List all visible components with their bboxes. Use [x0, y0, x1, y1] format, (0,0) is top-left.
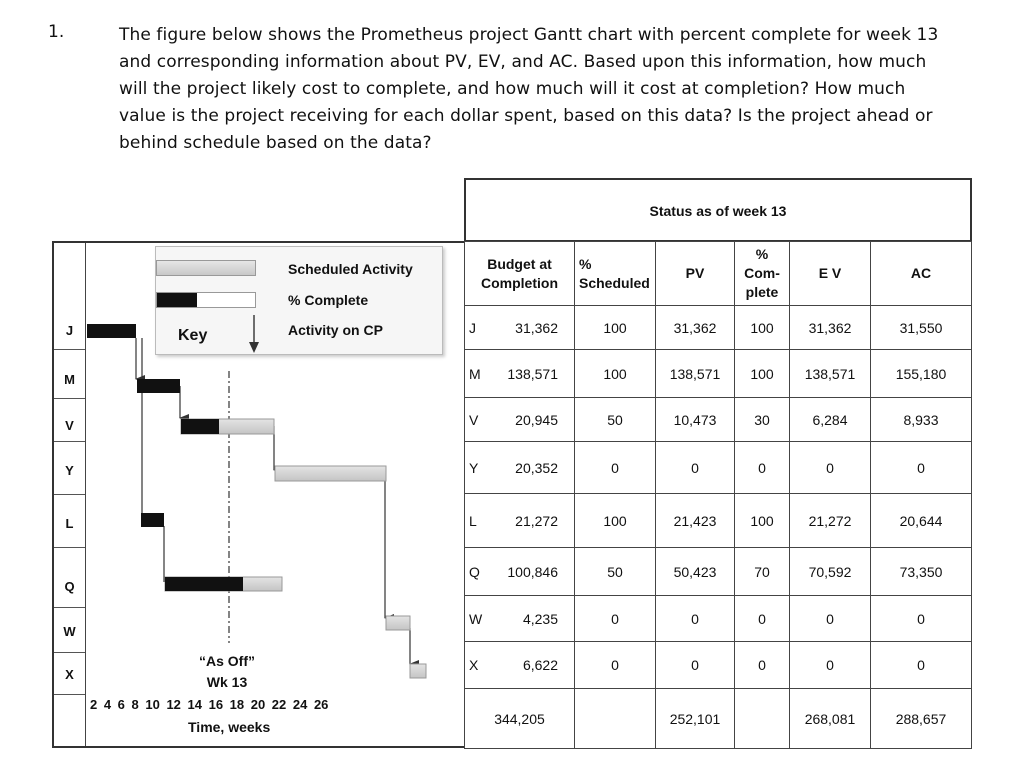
- total-ac: 288,657: [871, 689, 972, 749]
- row-label-y: Y: [65, 463, 74, 478]
- cell-pv: 50,423: [656, 548, 735, 596]
- legend-title: Key: [178, 327, 208, 344]
- row-bac-value: 20,945: [515, 411, 558, 428]
- legend-scheduled-swatch: [156, 260, 256, 276]
- cell-bac: [465, 494, 575, 548]
- header-complete: % Com- plete: [735, 242, 790, 306]
- row-bac-value: 20,352: [515, 459, 558, 476]
- row-bac-value: 100,846: [507, 563, 558, 580]
- question-line: behind schedule based on the data?: [119, 133, 432, 153]
- total-bac: 344,205: [465, 689, 575, 749]
- cell-bac: [465, 350, 575, 398]
- table-row: [465, 642, 972, 689]
- cell-pv: 31,362: [656, 306, 735, 350]
- row-label-w: W: [63, 624, 76, 639]
- header-ev: E V: [790, 242, 871, 306]
- cell-scheduled: 50: [575, 398, 656, 442]
- row-bac-value: 138,571: [507, 365, 558, 382]
- question-line: and corresponding information about PV, EV, and AC. Based upon this information, how much: [119, 52, 927, 72]
- x-axis-ticks: 2 4 6 8 10 12 14 16 18 20 22 24 26: [90, 697, 329, 712]
- cell-ev: 21,272: [790, 494, 871, 548]
- cell-pv: 10,473: [656, 398, 735, 442]
- cell-complete: 30: [735, 398, 790, 442]
- cell-scheduled: 100: [575, 494, 656, 548]
- row-bac-value: 6,622: [522, 657, 558, 673]
- cell-scheduled: 0: [575, 442, 656, 494]
- cell-ac: 20,644: [871, 494, 972, 548]
- cell-complete: 100: [735, 306, 790, 350]
- bar-q-complete: [165, 577, 243, 591]
- bar-w-scheduled: [386, 616, 410, 630]
- row-id: V: [469, 411, 479, 428]
- cell-bac: [465, 596, 575, 642]
- question-line: The figure below shows the Prometheus project Gantt chart with percent complete for week 13: [119, 25, 939, 45]
- x-axis-title: Time, weeks: [188, 719, 271, 735]
- bar-v-complete: [181, 419, 219, 434]
- row-label-q: Q: [64, 579, 75, 594]
- cell-scheduled: 100: [575, 306, 656, 350]
- row-bac-value: 4,235: [522, 610, 558, 627]
- cell-bac: [465, 642, 575, 689]
- legend-complete-label: % Complete: [288, 292, 369, 308]
- cell-ev: 70,592: [790, 548, 871, 596]
- legend-cp-arrow-icon: [248, 315, 260, 355]
- header-scheduled: % Scheduled: [575, 242, 656, 306]
- cell-complete: 0: [735, 442, 790, 494]
- table-row: [465, 350, 972, 398]
- row-id: Q: [469, 563, 480, 580]
- row-id: L: [469, 512, 477, 529]
- legend-cp-label: Activity on CP: [288, 322, 383, 338]
- gantt-chart: [52, 241, 464, 748]
- table-header-row: [465, 242, 972, 306]
- row-id: J: [469, 319, 476, 336]
- row-id: X: [469, 657, 479, 673]
- header-bac: Budget at Completion: [465, 242, 575, 306]
- status-date-line1: “As Off”: [199, 653, 255, 669]
- cell-scheduled: 100: [575, 350, 656, 398]
- question-line: will the project likely cost to complete, and how much will it cost at completion? How much: [119, 79, 906, 99]
- cell-ac: 0: [871, 596, 972, 642]
- status-table: [464, 241, 972, 749]
- total-pv: 252,101: [656, 689, 735, 749]
- row-bac-value: 31,362: [515, 319, 558, 336]
- status-date-line2: Wk 13: [206, 674, 248, 690]
- table-row: [465, 494, 972, 548]
- row-id: W: [469, 610, 483, 627]
- cell-bac: [465, 548, 575, 596]
- status-date-label: [187, 651, 267, 693]
- cell-ev: 0: [790, 442, 871, 494]
- row-id: Y: [469, 459, 479, 476]
- cell-complete: 0: [735, 596, 790, 642]
- legend-scheduled-label: Scheduled Activity: [288, 261, 413, 277]
- cell-scheduled: 50: [575, 548, 656, 596]
- cell-ac: 8,933: [871, 398, 972, 442]
- cell-ev: 0: [790, 596, 871, 642]
- cell-ev: 138,571: [790, 350, 871, 398]
- cell-ac: 155,180: [871, 350, 972, 398]
- cell-ev: 31,362: [790, 306, 871, 350]
- bar-j-complete: [87, 324, 136, 338]
- table-row: [465, 398, 972, 442]
- cell-pv: 21,423: [656, 494, 735, 548]
- row-label-m: M: [64, 372, 75, 387]
- cell-complete: 70: [735, 548, 790, 596]
- cell-complete: 100: [735, 350, 790, 398]
- row-label-l: L: [65, 516, 74, 531]
- status-header-box: [464, 178, 972, 242]
- cell-pv: 0: [656, 642, 735, 689]
- cell-pv: 0: [656, 442, 735, 494]
- row-label-j: J: [65, 323, 74, 338]
- bar-l-complete: [141, 513, 164, 527]
- question-line: value is the project receiving for each dollar spent, based on this data? Is the project ahead or: [119, 106, 933, 126]
- cell-ac: 73,350: [871, 548, 972, 596]
- cell-pv: 138,571: [656, 350, 735, 398]
- total-empty: [735, 689, 790, 749]
- cell-bac: [465, 306, 575, 350]
- table-row: [465, 548, 972, 596]
- row-id: M: [469, 365, 481, 382]
- total-empty: [575, 689, 656, 749]
- cell-complete: 0: [735, 642, 790, 689]
- row-bac-value: 21,272: [515, 512, 558, 529]
- bar-m-complete: [137, 379, 180, 393]
- cell-bac: [465, 398, 575, 442]
- legend-complete-swatch: [156, 292, 256, 308]
- dependency-arrow: [142, 338, 144, 519]
- total-ev: 268,081: [790, 689, 871, 749]
- cell-ac: 31,550: [871, 306, 972, 350]
- bar-y-scheduled: [275, 466, 386, 481]
- header-pv: PV: [656, 242, 735, 306]
- legend-key: [155, 246, 443, 355]
- row-label-v: V: [65, 418, 74, 433]
- header-ac: AC: [871, 242, 972, 306]
- table-row: [465, 442, 972, 494]
- table-row: [465, 596, 972, 642]
- cell-pv: 0: [656, 596, 735, 642]
- status-title: Status as of week 13: [649, 203, 787, 219]
- question-text: [119, 22, 989, 157]
- cell-ac: 0: [871, 442, 972, 494]
- row-label-x: X: [65, 667, 74, 682]
- bar-x-scheduled: [410, 664, 426, 678]
- cell-ev: 0: [790, 642, 871, 689]
- cell-ac: 0: [871, 642, 972, 689]
- table-totals-row: [465, 689, 972, 749]
- cell-ev: 6,284: [790, 398, 871, 442]
- table-row: [465, 306, 972, 350]
- cell-complete: 100: [735, 494, 790, 548]
- cell-scheduled: 0: [575, 642, 656, 689]
- cell-bac: [465, 442, 575, 494]
- question-number: 1.: [48, 22, 65, 42]
- cell-scheduled: 0: [575, 596, 656, 642]
